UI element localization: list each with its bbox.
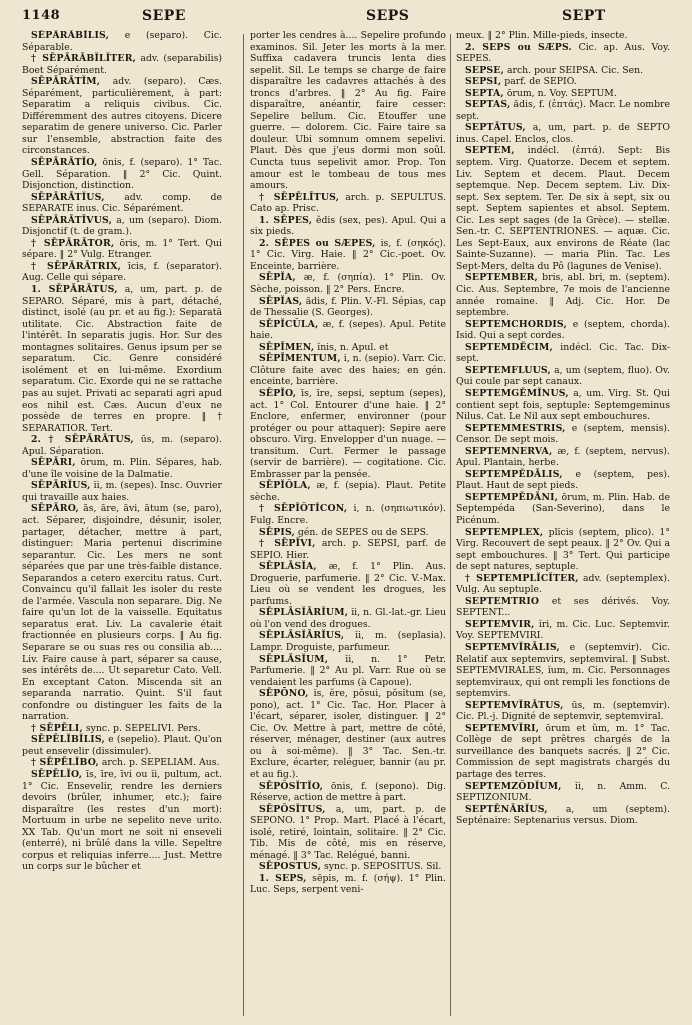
entry-definition: ūs, m. (separo). Apul. Séparation. [22, 434, 222, 457]
dictionary-entry [456, 804, 670, 827]
entry-headword: SĒPĀRI, [31, 457, 76, 469]
entry-definition: et ses dérivés. Voy. SEPTENT... [456, 595, 670, 619]
entry-headword: 1. SEPS, [259, 872, 307, 884]
dictionary-entry [250, 781, 446, 804]
entry-headword: SEPTEMMESTRIS, [465, 422, 566, 434]
dictionary-entry [456, 88, 670, 100]
entry-definition: ĕdis (sex, pes). Apul. Qui a six pieds. [250, 214, 446, 238]
dictionary-entry [456, 365, 670, 388]
entry-definition: e (septem, pes). Plaut. Haut de sept pieds. [456, 468, 670, 492]
entry-headword: SĒPĀRĀBĬLIS, [31, 30, 110, 41]
entry-definition: e (separo). Cic. Séparable. [22, 30, 222, 53]
entry-definition: a, um, part. p. de SEPONO. 1° Prop. Mart. Placé à l'écart, isolé, retiré, lointain, solitaire. ‖ 2° Cic. Tib. Mis de côté, mis en réserve, ménagé. ‖ 3° Tac. Relégué, banni. [250, 803, 446, 861]
dictionary-entry [456, 145, 670, 272]
dictionary-entry [456, 596, 670, 619]
entry-headword: SEPTEMPĔDĀNI, [465, 491, 559, 503]
entry-headword: SĒPĬO, [259, 387, 297, 399]
entry-definition: bris, abl. bri, m. (septem). Cic. Aus. Septembre, 7e mois de l'ancienne année romaine. ‖ Adj. Cic. Hor. De septembre. [456, 272, 670, 319]
page-header [22, 8, 676, 32]
entry-definition: a, um (separo). Diom. Disjonctif (t. de gram.). [22, 214, 222, 238]
entry-definition: ōrum, m. Plin. Hab. de Septempéda (San-Severino), dans le Picénum. [456, 491, 670, 526]
dictionary-entry [456, 272, 670, 318]
column-2 [250, 30, 446, 1020]
entry-definition: e (septemvir). Cic. Relatif aux septemvirs, septemviral. ‖ Subst. SEPTEMVIRALES, ĭum, m. Cic. Personnages septemviraux, qui ont rempli les fonctions de septemvirs. [456, 641, 670, 700]
entry-headword: SĒPĒLĬO, [31, 769, 83, 780]
entry-headword: SEPTEMPLEX, [465, 526, 544, 538]
entry-definition: ĭi, n. Amm. C. SEPTIZONIUM. [456, 780, 670, 804]
dictionary-entry [250, 353, 446, 388]
dictionary-entry [250, 319, 446, 342]
dictionary-entry [22, 261, 222, 284]
entry-definition: i, n. (sepio). Varr. Cic. Clôture faite avec des haies; en gén. enceinte, barrière. [250, 353, 446, 388]
dictionary-entry [250, 238, 446, 273]
dictionary-entry [22, 503, 222, 722]
entry-headword: SĒPĬA, [259, 272, 296, 284]
entry-definition: arch. p. SEPULTUS. Cato ap. Prisc. [250, 191, 446, 215]
entry-definition: porter les cendres à.... Sepelire profundo examinos. Sil. Jeter les morts à la mer. Suffixa cadavera truncis lenta dies sepelit. Sil. Le temps se charge de faire disparaître les cadavres attachés à des troncs d'arbres. ‖ 2° Au fig. Faire disparaître, anéantir, faire cesser: Sepelire bellum. Cic. Etouffer une guerre. — dolorem. Cic. Faire taire sa douleur. Ubi somnum omnem sepelivi. Plaut. Dès que j'eus dormi mon soûl. Cuncta tuus sepelivit amor. Prop. Ton amour est le tombeau de tous mes amours. [250, 30, 446, 192]
entry-headword: SĒPĀRĀTĬM, [31, 76, 101, 88]
entry-definition: ōrum, m. Plin. Sépares, hab. d'une île voisine de la Dalmatie. [22, 457, 222, 480]
entry-definition: ōrum et ŭm, m. 1° Tac. Collège de sept prêtres chargés de la surveillance des banquets sacrés. ‖ 2° Cic. Commission de sept magistrats chargés du partage des terres. [456, 722, 670, 780]
entry-headword: SĒPŌNO, [259, 688, 309, 700]
left-running-head: SEPE [142, 8, 186, 24]
entry-definition: e (septem, chorda). Isid. Qui a sept cordes. [456, 318, 670, 342]
entry-definition: æ, f. (septem, nervus). Apul. Plantain, herbe. [456, 445, 670, 469]
entry-definition: sync. p. SEPOSITUS. Sil. [321, 861, 442, 873]
entry-definition: æ, f. (sepia). Plaut. Petite sèche. [250, 480, 446, 503]
dictionary-entry [456, 446, 670, 469]
entry-headword: † SĒPĀRĀTOR, [31, 237, 115, 249]
dictionary-entry [250, 630, 446, 653]
entry-headword: SĒPĬŎLA, [259, 480, 311, 492]
entry-headword: SEPTĀTUS, [465, 122, 526, 134]
entry-definition: ōnis, f. (sepono). Dig. Réserve, action de mettre à part. [250, 780, 446, 804]
entry-headword: SĒPĒLĬBĬLIS, [31, 734, 105, 746]
dictionary-entry [456, 469, 670, 492]
dictionary-entry [22, 53, 222, 76]
dictionary-entry [456, 342, 670, 365]
dictionary-entry [250, 873, 446, 896]
dictionary-entry [22, 76, 222, 157]
entry-definition: īcis, f. (separator). Aug. Celle qui sépare. [22, 260, 222, 284]
entry-definition: ūs, m. (septemvir). Cic. Pl.-j. Dignité de septemvir, septemviral. [456, 699, 670, 723]
entry-headword: SĒPLĀSĬĀRĬUM, [259, 607, 349, 619]
entry-headword: SEPTEM, [465, 145, 515, 157]
entry-definition: ōris, m. 1° Tert. Qui sépare. ‖ 2° Vulg. Etranger. [22, 237, 222, 261]
entry-definition: meux. ‖ 2° Plin. Mille-pieds, insecte. [456, 30, 628, 41]
dictionary-entry [456, 122, 670, 145]
entry-headword: † SĒPĀRĀTRIX, [31, 260, 122, 272]
dictionary-entry [456, 388, 670, 423]
entry-headword: 1. SĒPĀRĀTUS, [31, 284, 118, 296]
entry-definition: ĭi, n. Gl.-lat.-gr. Lieu où l'on vend des drogues. [250, 607, 446, 630]
entry-definition: parf. de SEPIO. [501, 76, 577, 88]
dictionary-entry [456, 527, 670, 573]
dictionary-entry [22, 238, 222, 261]
dictionary-entry [250, 688, 446, 780]
entry-definition: adv. (separo). Cæs. Séparément, particulièrement, à part: Separatim a reliquis civibus. Cic. Différemment des autres citoyens. Dicere separatim de genere universo. Cic. Parler sur l'ensemble, abstraction faite des circonstances. [22, 76, 222, 157]
entry-headword: SĒPLĀSĬĀRĬUS, [259, 630, 345, 642]
entry-headword: SĒPOSTUS, [259, 861, 322, 873]
dictionary-entry [456, 573, 670, 596]
entry-headword: † SĒPĒLĪTUS, [259, 191, 340, 203]
dictionary-entry [456, 319, 670, 342]
column-divider [450, 34, 451, 1016]
entry-headword: SEPTEMBER, [465, 272, 538, 284]
dictionary-entry [22, 734, 222, 757]
entry-definition: æ, f. (sepes). Apul. Petite haie. [250, 318, 446, 342]
entry-headword: SEPTEMTRIO [465, 595, 540, 607]
entry-headword: SEPTEMPĔDĀLIS, [465, 468, 563, 480]
dictionary-entry [456, 619, 670, 642]
dictionary-entry [22, 480, 222, 503]
entry-headword: † SEPTEMPLĬCĬTER, [465, 572, 579, 584]
entry-definition: indécl. Cic. Tac. Dix-sept. [456, 341, 670, 365]
entry-headword: SĒPĀRĀTĬUS, [31, 191, 105, 203]
entry-definition: adv. (septemplex). Vulg. Au septuple. [456, 572, 670, 596]
dictionary-entry [22, 457, 222, 480]
entry-definition: is, f. (σηκός). 1° Cic. Virg. Haie. ‖ 2° Cic.-poet. Ov. Enceinte, barrière. [250, 237, 446, 272]
dictionary-entry [250, 215, 446, 238]
entry-headword: SEPTEMVĬRI, [465, 722, 540, 734]
dictionary-entry [250, 480, 446, 503]
entry-definition: arch. p. SEPSI, parf. de SEPIO. Hier. [250, 538, 446, 561]
entry-headword: SĒPIS, [259, 526, 295, 538]
entry-headword: SĒPĪMENTUM, [259, 353, 341, 365]
entry-headword: † SĒPĪVI, [259, 538, 316, 550]
entry-definition: ĭs, ĕre, pŏsui, pŏsĭtum (se, pono), act. 1° Cic. Tac. Hor. Placer à l'écart, séparer, isoler, distinguer. ‖ 2° Cic. Ov. Mettre à part, mettre de côté, réserver, ménager, destiner (aux autres ou à soi-même). ‖ 3° Tac. Sen.-tr. Exclure, écarter, reléguer, bannir (au pr. et au fig.). [250, 688, 446, 780]
dictionary-entry [250, 503, 446, 526]
entry-definition: adv. (separabilis) Boet Séparément. [22, 53, 222, 76]
entry-headword: SĒPĬCŬLA, [259, 318, 319, 330]
dictionary-entry [22, 215, 222, 238]
dictionary-entry [456, 492, 670, 527]
entry-headword: † SĒPĒLĬBO, [31, 757, 99, 769]
entry-definition: Cic. ap. Aus. Voy. SEPES. [456, 41, 670, 65]
entry-headword: SEPTEMVĬRĀLIS, [465, 641, 560, 653]
entry-definition: a, um. Virg. St. Qui contient sept fois, septuple: Septemgeminus Nilus. Cat. Le Nil aux sept embouchures. [456, 387, 670, 423]
dictionary-entry [250, 296, 446, 319]
dictionary-entry [22, 723, 222, 735]
entry-definition: gén. de SEPES ou de SEPS. [294, 526, 429, 538]
dictionary-entry [250, 388, 446, 480]
entry-headword: SEPTEMDĔCIM, [465, 341, 553, 353]
dictionary-entry [250, 30, 446, 192]
entry-headword: SEPSI, [465, 76, 502, 88]
entry-definition: īs, īre, īvi ou ĭi, pultum, act. 1° Cic. Ensevelir, rendre les derniers devoirs (brûler, inhumer, etc.); faire disparaître (les restes d'un mort): Mortuum in urbe ne sepelito neve urito. XX Tab. Qu'un mort ne soit ni enseveli (enterré), ni brûlé dans la ville. Sepeltre corpus et reliquias inferre.... Just. Mettre un corps sur le bûcher et [22, 769, 222, 873]
entry-headword: 2. † SĒPĀRĀTUS, [31, 434, 134, 446]
entry-headword: † SĒPĒLI, [31, 722, 83, 734]
dictionary-entry [22, 757, 222, 769]
entry-definition: arch. pour SEIPSA. Cic. Sen. [504, 64, 644, 76]
dictionary-entry [456, 30, 670, 42]
dictionary-entry [250, 804, 446, 862]
column-divider [243, 34, 244, 1016]
dictionary-entry [250, 272, 446, 295]
entry-definition: a, um, part. p. de SEPTO inus. Capel. Enclos, clos. [456, 122, 670, 145]
dictionary-entry [456, 723, 670, 781]
entry-headword: SEPTEMNERVA, [465, 445, 553, 457]
entry-headword: 1. SĒPES, [259, 214, 313, 226]
dictionary-entry [22, 192, 222, 215]
page-number: 1148 [22, 8, 61, 23]
entry-definition: ōnis, f. (separo). 1° Tac. Gell. Séparation. ‖ 2° Cic. Quint. Disjonction, distinction. [22, 157, 222, 192]
entry-definition: ădis, f. Plin. V.-Fl. Sépias, cap de Thessalie (S. Georges). [250, 295, 446, 319]
dictionary-entry [22, 284, 222, 434]
entry-definition: a, um, part. p. de SEPARO. Séparé, mis à part, détaché, distinct, isolé (au pr. et au fig.): Separatā utilitate. Cic. Abstraction faite de l'intérêt. In separatis jugis. Hor. Sur des montagnes solitaires. Genus ipsum per se separatum. Cic. Genre considéré isolément et en lui-même. Exordium separatum. Cic. Exorde qui ne se rattache pas au sujet. Privati ac separati agri apud eos nihil est. Cæs. Aucun d'eux ne possède de terres en propre. ‖ † SEPARATIOR. Tert. [22, 284, 222, 434]
entry-definition: arch. p. SEPELIAM. Aus. [98, 757, 220, 769]
entry-headword: SEPTEMZŎDĬUM, [465, 780, 562, 792]
entry-headword: SĒPĀRĀTĪVUS, [31, 214, 113, 226]
entry-definition: īs, īre, sepsi, septum (sepes), act. 1° Col. Entourer d'une haie. ‖ 2° Enclore, enfermer, environner (pour protéger ou pour attaquer): Sepire aere obscuro. Virg. Envelopper d'un nuage. — transitum. Curt. Fermer le passage (servir de barrière). — cogitatione. Cic. Embrasser par la pensée. [250, 387, 446, 480]
dictionary-entry [250, 527, 446, 539]
entry-headword: SĒPĀRĬUS, [31, 480, 91, 492]
dictionary-entry [456, 700, 670, 723]
dictionary-entry [22, 157, 222, 192]
entry-definition: ōrum, n. Voy. SEPTUM. [503, 87, 617, 99]
entry-headword: 2. SEPS ou SÆPS. [465, 41, 572, 53]
entry-definition: ădis, f. (ἑπτάς). Macr. Le nombre sept. [456, 99, 670, 122]
entry-headword: SEPTEMGĔMĬNUS, [465, 387, 569, 399]
entry-definition: æ, f. (σηπία). 1° Plin. Ov. Sèche, poisson. ‖ 2° Pers. Encre. [250, 272, 446, 296]
entry-headword: SĒPĪMEN, [259, 341, 315, 353]
dictionary-entry [250, 192, 446, 215]
entry-definition: ās, āre, āvi, ātum (se, paro), act. Séparer, disjoindre, désunir, isoler, partager, détacher, mettre à part, distinguer: Maria pertenui discrimine separantur. Cic. Les mers ne sont séparées que par une très-faible distance. Separandos a cetero exercitu ratus. Curt. Convaincu qu'il fallait les isoler du reste de l'armée. Vascula non separare. Dig. Ne faire qu'un lot de la vaisselle. Equitatus separatus erat. Liv. La cavalerie était fractionnée en plusieurs corps. ‖ Au fig. Separare se ou suas res ou consilia ab.... Liv. Faire cause à part, séparer sa cause, ses intérêts de.... Ut separetur Cato. Vell. En exceptant Caton. Miscenda sit an separanda narratio. Quint. S'il faut confondre ou distinguer les faits de la narration. [22, 503, 222, 723]
right-running-head: SEPT [562, 8, 606, 24]
entry-headword: SEPTEMFLUUS, [465, 364, 551, 376]
dictionary-entry [250, 561, 446, 607]
entry-headword: SEPTA, [465, 87, 504, 99]
dictionary-entry [456, 99, 670, 122]
entry-headword: SĒPĀRO, [31, 503, 79, 515]
entry-headword: † SĒPĀRĀBĬLĬTER, [31, 53, 137, 65]
entry-headword: SĒPĀRĀTĬO, [31, 157, 98, 169]
entry-definition: ĭi, m. (seplasia). Lampr. Droguiste, parfumeur. [250, 630, 446, 653]
entry-definition: ĭri, m. Cic. Luc. Septemvir. Voy. SEPTEMVIRI. [456, 618, 670, 642]
dictionary-entry [456, 42, 670, 65]
dictionary-entry [22, 769, 222, 873]
entry-definition: ĭi, n. 1° Petr. Parfumerie. ‖ 2° Au pl. Varr. Rue où se vendaient les parfums (à Capoue). [250, 653, 446, 688]
entry-definition: plĭcis (septem, plico). 1° Virg. Recouvert de sept peaux. ‖ 2° Ov. Qui a sept embouchures. ‖ 3° Tert. Qui participe de sept natures, septuple. [456, 526, 670, 573]
entry-definition: e (septem, mensis). Censor. De sept mois. [456, 422, 670, 446]
dictionary-entry [456, 76, 670, 88]
entry-headword: SĒPĬAS, [259, 295, 303, 307]
dictionary-entry [250, 654, 446, 689]
dictionary-entry [456, 642, 670, 700]
entry-definition: indécl. (ἑπτά). Sept: Bis septem. Virg. Quatorze. Decem et septem. Liv. Septem et decem. Plaut. Decem septemque. Nep. Decem septem. Liv. Dix-sept. Sex septem. Ter. De six à sept, six ou sept. Septem sapientes et absol. Septem. Cic. Les sept sages (de la Grèce). — stellæ. Sen.-tr. C. SEPTENTRIONES. — aquæ. Cic. Les Sept-Eaux, aux environs de Réate (lac Sainte-Suzanne). — maria Plin. Tac. Les Sept-Mers, delta du Pô (lagunes de Venise). [456, 145, 670, 272]
dictionary-entry [250, 861, 446, 873]
entry-definition: sēpis, m. f. (σήψ). 1° Plin. Luc. Seps, serpent veni- [250, 872, 446, 896]
entry-definition: ĭnis, n. Apul. et [314, 341, 389, 353]
entry-headword: SĒPLĀSĬUM, [259, 653, 329, 665]
dictionary-entry [22, 434, 222, 457]
column-3 [456, 30, 670, 1020]
entry-definition: ĭi, m. (sepes). Insc. Ouvrier qui travaille aux haies. [22, 480, 222, 503]
entry-headword: SEPSE, [465, 64, 505, 76]
entry-headword: SEPTEMVĬRĀTUS, [465, 699, 564, 711]
entry-headword: SEPTAS, [465, 99, 511, 111]
entry-definition: a, um (septem). Septénaire: Septenarius versus. Diom. [456, 803, 670, 827]
column-1 [22, 30, 222, 1020]
entry-headword: SEPTĒNĀRĬUS, [465, 803, 548, 815]
entry-headword: † SĒPĬŎTĬCON, [259, 503, 348, 515]
center-running-head: SEPS [366, 8, 410, 24]
dictionary-entry [456, 423, 670, 446]
entry-headword: SEPTEMCHORDIS, [465, 318, 567, 330]
entry-definition: i, n. (σηπιωτικόν). Fulg. Encre. [250, 503, 446, 526]
entry-definition: sync. p. SEPELIVI. Pers. [82, 722, 201, 734]
entry-headword: SĒPŎSĬTUS, [259, 803, 326, 815]
entry-headword: SĒPŎSĬTĬO, [259, 780, 324, 792]
entry-definition: e (sepelio). Plaut. Qu'on peut ensevelir (dissimuler). [22, 734, 222, 757]
entry-headword: SĒPLĀSĬA, [259, 561, 317, 573]
entry-headword: 2. SĒPES ou SÆPES, [259, 237, 376, 249]
entry-headword: SEPTEMVIR, [465, 618, 535, 630]
dictionary-entry [250, 607, 446, 630]
dictionary-entry [456, 781, 670, 804]
entry-definition: a, um (septem, fluo). Ov. Qui coule par sept canaux. [456, 364, 670, 388]
entry-definition: adv. comp. de SEPARATE inus. Cic. Séparément. [22, 191, 222, 215]
dictionary-entry [250, 538, 446, 561]
dictionary-entry [456, 65, 670, 77]
entry-definition: æ, f. 1° Plin. Aus. Droguerie, parfumerie. ‖ 2° Cic. V.-Max. Lieu où se vendent les drogues, les parfums. [250, 561, 446, 607]
dictionary-entry [250, 342, 446, 354]
dictionary-entry [22, 30, 222, 53]
